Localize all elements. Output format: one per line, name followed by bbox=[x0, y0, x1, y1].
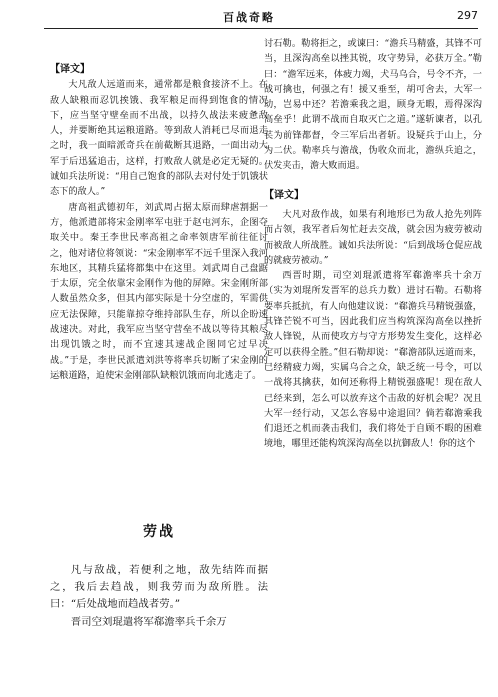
book-title: 百战奇略 bbox=[223, 11, 275, 24]
paragraph: 大凡敌人远道而来，通常都是粮食接济不上。在敌人缺粮而忍饥挨饿、我军粮足而得到饱食的情况下，应当坚守壁垒而不出战，以持久战法来疲惫敌人，并要断绝其运粮道路。等到敌人消耗已尽而退走之时，我一面暗派奇兵在前截断其退路，一面出动大军于后迅猛追击，这样，打败敌人就是必定无疑的。诚如兵法所说：“用自己饱食的部队去对付处于饥饿状态下的敌人。” bbox=[50, 79, 268, 198]
page-number: 297 bbox=[457, 9, 478, 22]
left-column bbox=[50, 62, 268, 383]
paragraph: 凡与敌战，若便利之地，敌先结阵而据之，我后去趋战，则我劳而为敌所胜。法曰：“后处战地而趋战者劳。” bbox=[50, 564, 268, 611]
translation-label: 【译文】 bbox=[264, 189, 304, 201]
paragraph: 大凡对敌作战，如果有利地形已为敌人抢先列阵而占领，我军者后匆忙赶去交战，就会因为疲劳被动而被敌人所战胜。诚如兵法所说：“后到战场仓促应战的就疲劳被动。” bbox=[264, 208, 482, 266]
paragraph: 晋司空刘琨遣将军郗澹率兵千余万 bbox=[70, 615, 227, 628]
section-title: 劳战 bbox=[143, 524, 175, 540]
header-rule bbox=[44, 28, 478, 29]
paragraph: 唐高祖武德初年，刘武周占据太原而肆虐割据一方，他派遣部将宋金刚率军屯驻于赵屯河东，企图夺取关中。秦王李世民率高祖之命率领唐军前往征讨之，他对诸位将领说：“宋金刚率军不远千里深入我河东地区，其精兵猛将都集中在这里。刘武周自己盘踞于太原，完全依靠宋金刚作为他的屏障。宋金刚所部人数虽然众多，但其内部实际是十分空虚的，军需供应无法保障，只能靠掠夺维持部队生存，所以企盼速战速决。对此，我军应当坚守营垒不战以等待其粮尽出现饥饿之时，而不宜速其速战企图同它过早决战。”于是，李世民派遣刘洪等将率兵切断了宋金刚的运粮道路，迫使宋金刚部队缺粮饥饿而向北逃走了。 bbox=[50, 201, 268, 381]
original-text bbox=[50, 562, 268, 631]
original-text-continued: 讨石勒。勒将拒之，或谏曰：“澹兵马精盛，其锋不可当，且深沟高垒以挫其锐，攻守势异，必获万全。”勒曰：“澹军远来，体疲力竭，犬马乌合，号令不齐，一战可擒也，何强之有！援又垂至，胡可舍去，大军一动，岂易中还？若澹乘我之退，顾身无暇，焉得深沟高垒乎！此谓不战而自取灭亡之道。”遂斩谏者，以孔苌为前锋都督，令三军后出者斩。设疑兵于山上，分为二伏。勒率兵与澹战，伪收众而北，澹纵兵追之，伏发夹击，澹大败而退。 bbox=[264, 38, 482, 172]
paragraph: 西晋时期，司空刘琨派遣将军郗澹率兵十余万（实为刘琨所发晋军的总兵力数）进讨石勒。石勒将要率兵抵抗，有人向他建议说：“郗澹兵马精锐强盛，其锋芒锐不可当，因此我们应当构筑深沟高垒以挫折敌人锋锐，从而使攻方与守方形势发生变化，这样必定可以获得全胜。”但石勒却说：“郗澹部队远道而来，已经精疲力竭，实属乌合之众，缺乏统一号令，可以一战将其擒获，如何还称得上精锐强盛呢！现在敌人已经来到，怎么可以放弃这个击敌的好机会呢？况且大军一经行动，又怎么容易中途退回？倘若郗澹乘我们退还之机而袭击我们，我们将处于自顾不暇的困难境地，哪里还能构筑深沟高垒以抗御敌人！你的这个 bbox=[264, 270, 482, 450]
page-header bbox=[0, 0, 498, 30]
right-column bbox=[264, 36, 482, 452]
translation-label: 【译文】 bbox=[50, 64, 90, 75]
